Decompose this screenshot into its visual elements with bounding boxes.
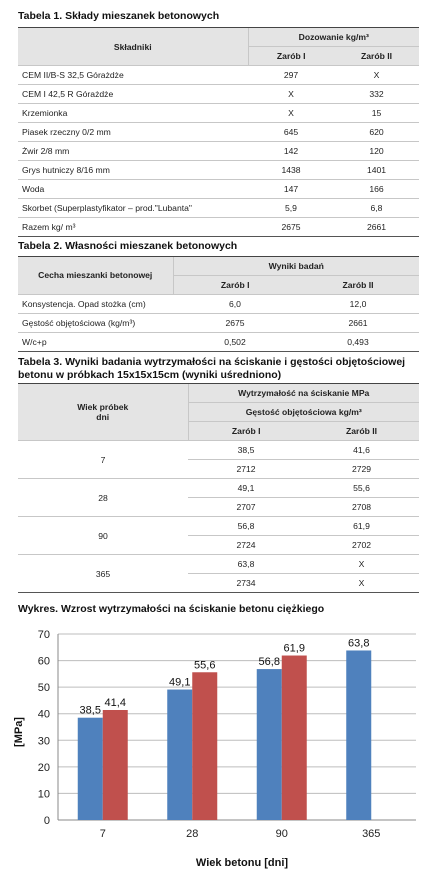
data-label: 49,1 — [169, 676, 191, 689]
table3-group-header-1: Wytrzymałość na ściskanie MPa — [188, 384, 419, 403]
data-label: 38,5 — [79, 704, 101, 717]
table-row — [18, 142, 419, 161]
table-cell-age: 90 — [18, 517, 188, 555]
table-cell: 6,0 — [173, 295, 297, 314]
table3 — [18, 383, 419, 593]
data-label: 55,6 — [194, 659, 216, 672]
table-cell: X — [334, 66, 419, 85]
table2-subheader-2: Zarób II — [297, 276, 419, 295]
table-row — [18, 104, 419, 123]
table-row — [18, 555, 419, 574]
bar-chart — [0, 622, 433, 872]
x-tick-label: 28 — [186, 828, 199, 840]
table1-group-header: Dozowanie kg/m³ — [248, 28, 419, 47]
table-cell: 2729 — [304, 460, 419, 479]
table-cell: Woda — [18, 180, 248, 199]
table-cell: 41,6 — [304, 441, 419, 460]
x-axis-label: Wiek betonu [dni] — [195, 857, 289, 869]
table-row — [18, 66, 419, 85]
bar — [167, 690, 192, 820]
table3-caption-line1: Tabela 3. Wyniki badania wytrzymałości na ściskanie i gęstości objętościowej — [18, 356, 406, 368]
y-tick-label: 0 — [43, 815, 50, 827]
table2 — [18, 256, 419, 352]
y-tick-label: 20 — [37, 761, 50, 774]
table-cell: 297 — [248, 66, 334, 85]
table2-col-header: Cecha mieszanki betonowej — [18, 257, 173, 295]
table-cell: 0,493 — [297, 333, 419, 352]
table-cell: X — [304, 555, 419, 574]
table-cell: 645 — [248, 123, 334, 142]
table-cell: 55,6 — [304, 479, 419, 498]
table-cell: 63,8 — [188, 555, 304, 574]
table-row — [18, 333, 419, 352]
table-cell: 6,8 — [334, 199, 419, 218]
y-tick-label: 30 — [37, 735, 50, 748]
table-cell: 56,8 — [188, 517, 304, 536]
y-tick-label: 60 — [37, 655, 50, 668]
table3-subheader-1: Zarób I — [188, 422, 304, 441]
table-cell: X — [304, 574, 419, 593]
data-label: 56,8 — [258, 656, 280, 669]
table-cell: 120 — [334, 142, 419, 161]
table-row — [18, 479, 419, 498]
table-cell: CEM II/B-S 32,5 Górażdże — [18, 66, 248, 85]
table-row — [18, 314, 419, 333]
table-cell: 12,0 — [297, 295, 419, 314]
table3-group-header-2: Gęstość objętościowa kg/m³ — [188, 403, 419, 422]
table-row — [18, 199, 419, 218]
table-cell: 2708 — [304, 498, 419, 517]
table-cell: 49,1 — [188, 479, 304, 498]
table-row — [18, 295, 419, 314]
table-cell: 15 — [334, 104, 419, 123]
data-label: 63,8 — [348, 637, 370, 650]
table-cell: 38,5 — [188, 441, 304, 460]
table-cell: 61,9 — [304, 517, 419, 536]
table3-col-header — [18, 384, 188, 441]
table3-caption — [18, 356, 405, 382]
table3-subheader-2: Zarób II — [304, 422, 419, 441]
table1 — [18, 27, 419, 237]
table-cell: 2661 — [334, 218, 419, 237]
table-cell-age: 365 — [18, 555, 188, 593]
table-cell: Żwir 2/8 mm — [18, 142, 248, 161]
table-row — [18, 180, 419, 199]
bar — [103, 710, 128, 820]
y-tick-label: 50 — [37, 682, 50, 695]
y-tick-label: 10 — [37, 788, 50, 801]
table-cell: CEM I 42,5 R Górażdże — [18, 85, 248, 104]
bar — [282, 656, 307, 820]
y-tick-label: 40 — [37, 708, 50, 721]
table1-subheader-1: Zarób I — [248, 47, 334, 66]
x-tick-label: 90 — [275, 828, 288, 840]
table1-caption: Tabela 1. Składy mieszanek betonowych — [18, 10, 220, 22]
table-cell: 620 — [334, 123, 419, 142]
table2-group-header: Wyniki badań — [173, 257, 419, 276]
table-cell: Razem kg/ m³ — [18, 218, 248, 237]
table2-subheader-1: Zarób I — [173, 276, 297, 295]
table2-caption: Tabela 2. Własności mieszanek betonowych — [18, 240, 238, 252]
table-row — [18, 161, 419, 180]
data-label: 41,4 — [104, 696, 126, 709]
table-row — [18, 123, 419, 142]
table-cell: 166 — [334, 180, 419, 199]
table-row — [18, 441, 419, 460]
table-row — [18, 517, 419, 536]
x-tick-label: 7 — [99, 828, 106, 840]
table-cell: Piasek rzeczny 0/2 mm — [18, 123, 248, 142]
table3-col-header-line1: Wiek próbek — [77, 402, 129, 412]
table-cell: 5,9 — [248, 199, 334, 218]
table-cell: 1401 — [334, 161, 419, 180]
bar — [192, 672, 217, 820]
table-cell: Konsystencja. Opad stożka (cm) — [18, 295, 173, 314]
bar — [78, 718, 103, 820]
table-cell: 147 — [248, 180, 334, 199]
table-cell: 2712 — [188, 460, 304, 479]
table-cell: Grys hutniczy 8/16 mm — [18, 161, 248, 180]
table-cell-age: 28 — [18, 479, 188, 517]
table-cell: 2661 — [297, 314, 419, 333]
table-cell: W/c+p — [18, 333, 173, 352]
table-cell: 2724 — [188, 536, 304, 555]
chart-title: Wykres. Wzrost wytrzymałości na ściskanie betonu ciężkiego — [18, 603, 325, 615]
y-axis-label: [MPa] — [13, 717, 25, 747]
table-cell: Krzemionka — [18, 104, 248, 123]
table1-col-header: Składniki — [18, 28, 248, 66]
table-row — [18, 85, 419, 104]
table-cell: X — [248, 104, 334, 123]
table3-col-header-line2: dni — [96, 412, 110, 422]
bar — [346, 650, 371, 820]
table-cell: 1438 — [248, 161, 334, 180]
table-cell: X — [248, 85, 334, 104]
table-cell: Gęstość objętościowa (kg/m³) — [18, 314, 173, 333]
table-cell: 142 — [248, 142, 334, 161]
table-cell: 2707 — [188, 498, 304, 517]
table-cell: 2702 — [304, 536, 419, 555]
x-tick-label: 365 — [362, 828, 381, 840]
table-cell: Skorbet (Superplastyfikator – prod."Lubanta" — [18, 199, 248, 218]
table3-caption-line2: betonu w próbkach 15x15x15cm (wyniki uśredniono) — [18, 369, 282, 381]
y-tick-label: 70 — [37, 629, 50, 641]
table-cell-age: 7 — [18, 441, 188, 479]
table-cell: 2675 — [248, 218, 334, 237]
table-cell: 2734 — [188, 574, 304, 593]
table-cell: 332 — [334, 85, 419, 104]
table-row — [18, 218, 419, 237]
table-cell: 2675 — [173, 314, 297, 333]
data-label: 61,9 — [283, 642, 305, 655]
table-cell: 0,502 — [173, 333, 297, 352]
bar — [257, 669, 282, 820]
table1-subheader-2: Zarób II — [334, 47, 419, 66]
